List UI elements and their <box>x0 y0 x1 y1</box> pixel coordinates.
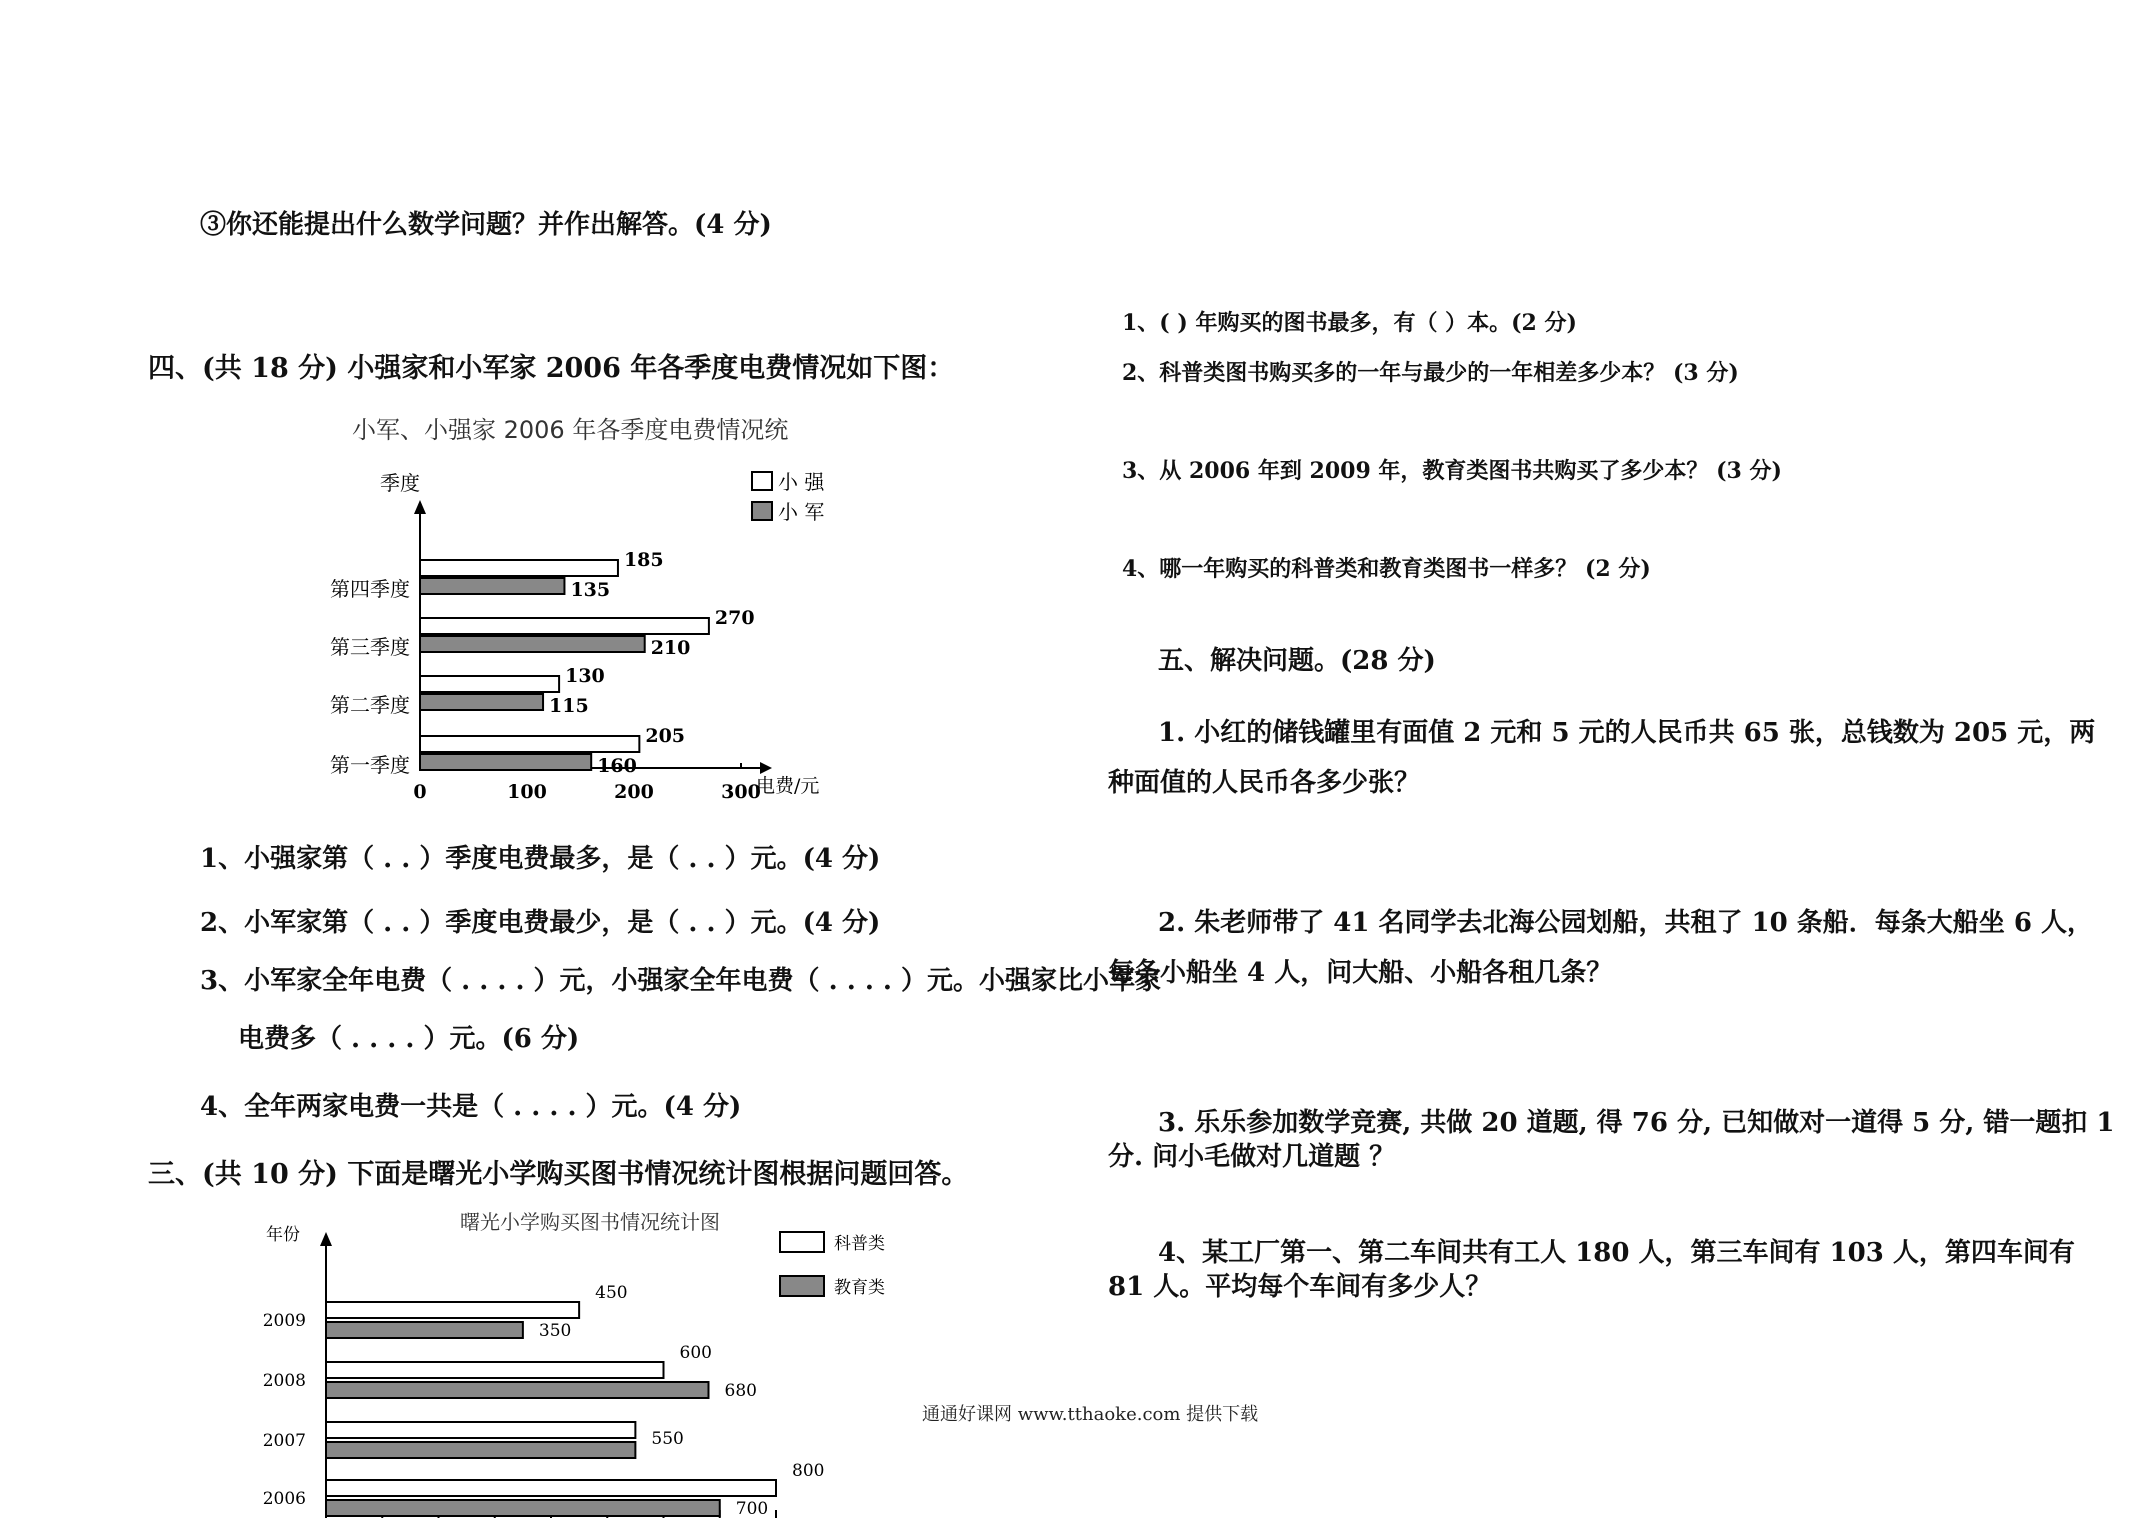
bar <box>420 676 559 692</box>
electricity-chart <box>300 460 860 820</box>
problem-1-line-2: 种面值的人民币各多少张？ <box>1108 768 1421 798</box>
bar-value-label: 135 <box>570 579 611 601</box>
bar <box>420 636 645 652</box>
y-axis-label: 季度 <box>380 471 420 495</box>
bar <box>326 1382 709 1398</box>
bar <box>420 736 639 752</box>
section4-question-4: 4、全年两家电费一共是（ . . . . ）元。(4 分) <box>200 1092 742 1122</box>
bar <box>326 1302 579 1318</box>
problem-3-line-2: 分. 问小毛做对几道题 ？ <box>1108 1142 1396 1172</box>
y-axis-arrow <box>320 1232 332 1246</box>
bar-value-label: 600 <box>679 1343 712 1363</box>
legend-swatch <box>752 472 772 490</box>
bar-value-label: 205 <box>645 725 686 747</box>
y-tick-label: 第二季度 <box>330 693 410 717</box>
bar-value-label: 350 <box>538 1321 572 1341</box>
legend-label: 小 军 <box>778 500 825 524</box>
chart2-title: 曙光小学购买图书情况统计图 <box>460 1210 720 1234</box>
section-3-heading: 三、(共 10 分) 下面是曙光小学购买图书情况统计图根据问题回答。 <box>148 1159 969 1190</box>
book-question-3: 3、从 2006 年到 2009 年，教育类图书共购买了多少本？ (3 分) <box>1122 458 1782 484</box>
book-purchase-chart <box>250 1220 930 1518</box>
bar <box>326 1422 635 1438</box>
bar-value-label: 115 <box>549 695 589 717</box>
bar <box>420 560 618 576</box>
legend-label: 教育类 <box>834 1278 885 1298</box>
x-tick-label: 300 <box>721 781 761 803</box>
section-5-heading: 五、解决问题。(28 分) <box>1158 646 1436 676</box>
y-tick-label: 2007 <box>262 1431 306 1451</box>
bar <box>326 1480 776 1496</box>
bar-value-label: 210 <box>650 637 691 659</box>
bar-value-label: 800 <box>792 1461 825 1481</box>
bar <box>326 1500 720 1516</box>
bar <box>420 694 543 710</box>
book-question-2: 2、科普类图书购买多的一年与最少的一年相差多少本？ (3 分) <box>1122 360 1739 386</box>
section4-question-1: 1、小强家第（ . . ）季度电费最多，是（ . . ）元。(4 分) <box>200 844 881 874</box>
section-4-heading: 四、(共 18 分) 小强家和小军家 2006 年各季度电费情况如下图： <box>148 353 955 384</box>
x-axis-arrow <box>760 762 772 774</box>
chart1-title: 小军、小强家 2006 年各季度电费情况统 <box>352 416 789 444</box>
bar <box>420 578 564 594</box>
bar-value-label: 130 <box>565 665 605 687</box>
x-axis-label: 电费/元 <box>756 775 820 797</box>
section4-question-3-cont: 电费多（ . . . . ）元。(6 分) <box>238 1024 580 1054</box>
bar-value-label: 550 <box>651 1429 684 1449</box>
bar <box>326 1322 523 1338</box>
legend-swatch <box>752 502 772 520</box>
book-question-4: 4、哪一年购买的科普类和教育类图书一样多？ (2 分) <box>1122 556 1651 582</box>
book-question-1: 1、( ) 年购买的图书最多，有（ ）本。(2 分) <box>1122 310 1577 336</box>
bar-value-label: 270 <box>714 607 755 629</box>
x-tick-label: 100 <box>507 781 547 803</box>
problem-3-line-1: 3. 乐乐参加数学竞赛, 共做 20 道题, 得 76 分, 已知做对一道得 5 分, 错一题扣 1 <box>1158 1108 2115 1138</box>
x-tick-label: 200 <box>614 781 654 803</box>
legend-swatch <box>780 1276 824 1296</box>
y-tick-label: 第四季度 <box>330 577 410 601</box>
legend-swatch <box>780 1232 824 1252</box>
section4-question-3: 3、小军家全年电费（ . . . . ）元，小强家全年电费（ . . . . ）元。小强家比小军家 <box>200 966 1162 996</box>
y-tick-label: 2006 <box>262 1489 306 1509</box>
y-tick-label: 第一季度 <box>330 753 410 777</box>
bar-value-label: 680 <box>724 1381 757 1401</box>
problem-4-line-1: 4、某工厂第一、第二车间共有工人 180 人，第三车间有 103 人，第四车间有 <box>1158 1238 2075 1268</box>
bar <box>420 754 591 770</box>
y-tick-label: 2009 <box>262 1311 306 1331</box>
problem-2-line-2: 每条小船坐 4 人，问大船、小船各租几条？ <box>1108 958 1613 988</box>
footer-text: 通通好课网 www.tthaoke.com 提供下载 <box>922 1404 1259 1425</box>
bar-value-label: 700 <box>735 1499 769 1518</box>
question-3-extra: ③你还能提出什么数学问题？并作出解答。(4 分) <box>200 210 772 240</box>
bar <box>326 1442 635 1458</box>
bar <box>326 1362 664 1378</box>
bar-value-label: 185 <box>623 549 664 571</box>
problem-2-line-1: 2. 朱老师带了 41 名同学去北海公园划船，共租了 10 条船．每条大船坐 6 人， <box>1158 908 2093 938</box>
bar <box>420 618 709 634</box>
bar-value-label: 450 <box>595 1283 628 1303</box>
legend-label: 科普类 <box>834 1234 885 1254</box>
y-axis-arrow <box>414 500 426 514</box>
problem-1-line-1: 1. 小红的储钱罐里有面值 2 元和 5 元的人民币共 65 张，总钱数为 205 元，两 <box>1158 718 2096 748</box>
legend-label: 小 强 <box>778 470 825 494</box>
section4-question-2: 2、小军家第（ . . ）季度电费最少，是（ . . ）元。(4 分) <box>200 908 881 938</box>
x-tick-label: 0 <box>413 781 427 803</box>
bar-value-label: 160 <box>597 755 637 777</box>
y-tick-label: 第三季度 <box>330 635 410 659</box>
y-axis-label: 年份 <box>266 1225 300 1245</box>
y-tick-label: 2008 <box>262 1371 306 1391</box>
problem-4-line-2: 81 人。平均每个车间有多少人？ <box>1108 1272 1492 1302</box>
